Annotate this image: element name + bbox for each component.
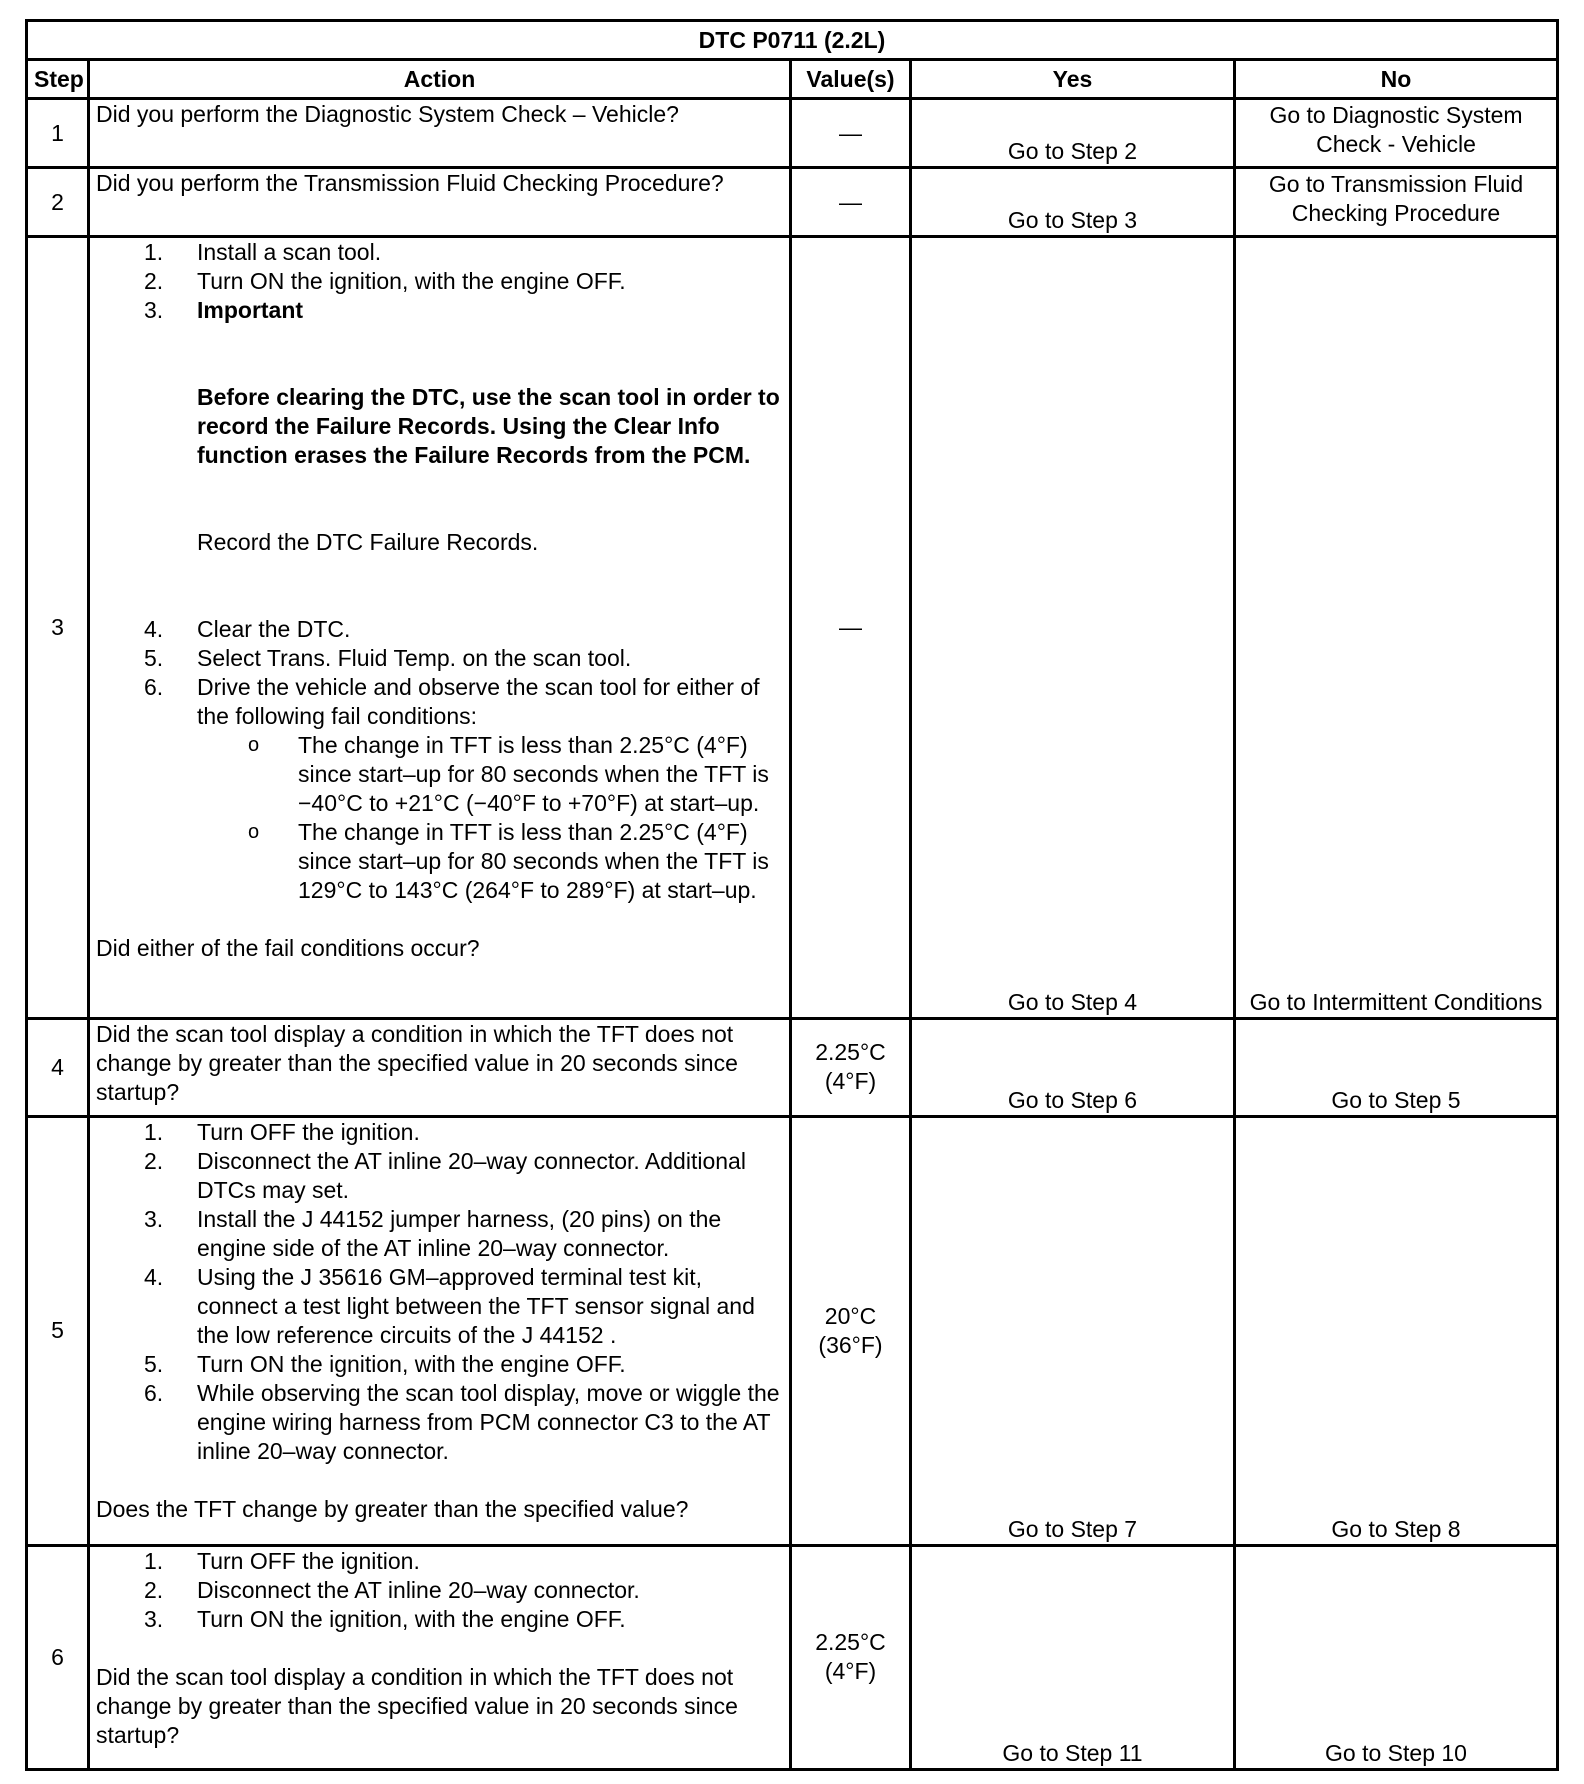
fail-condition: o The change in TFT is less than 2.25°C (4°F) since start–up for 80 seconds when the TFT is 129°C to 143°C (264°F to 289°F) at start–up. [248, 819, 769, 904]
step-number: 3 [27, 237, 89, 1018]
important-label: Important [197, 297, 304, 324]
action-cell [89, 1545, 791, 1769]
list-item: 4. Clear the DTC. [144, 616, 351, 643]
step-question: Does the TFT change by greater than the specified value? [96, 1495, 689, 1522]
list-item: 2. Turn ON the ignition, with the engine OFF. [144, 268, 626, 295]
no-cell: Go to Transmission Fluid Checking Procedure [1235, 168, 1558, 237]
yes-cell: Go to Step 4 [911, 237, 1235, 1018]
yes-cell: Go to Step 3 [911, 168, 1235, 237]
action-text: Did the scan tool display a condition in which the TFT does not change by greater than the specified value in 20 seconds since startup? [89, 1018, 791, 1116]
list-item: 2. Disconnect the AT inline 20–way connector. Additional DTCs may set. [144, 1147, 746, 1203]
fail-condition-list [197, 731, 783, 905]
header-action: Action [89, 60, 791, 99]
bullet-icon: o [248, 734, 260, 757]
action-text: Did you perform the Transmission Fluid Checking Procedure? [89, 168, 791, 237]
table-row-step-1 [27, 99, 1558, 168]
list-item: 6. While observing the scan tool display, move or wiggle the engine wiring harness from PCM connector C3 to the AT inline 20–way connector. [144, 1379, 780, 1464]
list-item: 1. Turn OFF the ignition. [144, 1547, 420, 1574]
fail-condition: o The change in TFT is less than 2.25°C (4°F) since start–up for 80 seconds when the TFT is −40°C to +21°C (−40°F to +70°F) at start–up. [248, 732, 769, 817]
step-number: 6 [27, 1545, 89, 1769]
list-item: 6. Drive the vehicle and observe the scan tool for either of the following fail conditions: o The change in TFT is less than 2.25°C (4°F) since start–up for 80 seconds when the TFT is −40°C to +21°C (−40°F to +70°F) at start–up. o The change in TFT is less than 2.25°C (4°F) since start–up for 80 seconds when the TFT is 129°C to 143°C (264°F to 289°F) at start–up. [96, 673, 783, 905]
yes-cell: Go to Step 7 [911, 1116, 1235, 1545]
header-yes: Yes [911, 60, 1235, 99]
action-cell [89, 237, 791, 1018]
step-question: Did either of the fail conditions occur? [96, 935, 480, 962]
value-cell: 2.25°C (4°F) [791, 1545, 911, 1769]
yes-cell: Go to Step 2 [911, 99, 1235, 168]
no-cell: Go to Step 5 [1235, 1018, 1558, 1116]
value-cell: — [791, 99, 911, 168]
no-cell: Go to Diagnostic System Check - Vehicle [1235, 99, 1558, 168]
list-item: 4. Using the J 35616 GM–approved terminal test kit, connect a test light between the TFT sensor signal and the low reference circuits of the J 44152 . [144, 1263, 755, 1348]
action-cell [89, 1116, 791, 1545]
table-row-step-3 [27, 237, 1558, 1018]
instruction-list [96, 238, 783, 905]
step-number: 2 [27, 168, 89, 237]
no-cell: Go to Step 8 [1235, 1116, 1558, 1545]
table-title: DTC P0711 (2.2L) [27, 21, 1558, 60]
list-item: 1. Turn OFF the ignition. [144, 1118, 420, 1145]
action-text: Did you perform the Diagnostic System Check – Vehicle? [89, 99, 791, 168]
yes-cell: Go to Step 6 [911, 1018, 1235, 1116]
yes-cell: Go to Step 11 [911, 1545, 1235, 1769]
list-item: 1. Install a scan tool. [144, 239, 382, 266]
list-item: 3. Turn ON the ignition, with the engine OFF. [144, 1605, 626, 1632]
header-no: No [1235, 60, 1558, 99]
header-values: Value(s) [791, 60, 911, 99]
step-number: 4 [27, 1018, 89, 1116]
table-row-step-6 [27, 1545, 1558, 1769]
step-number: 1 [27, 99, 89, 168]
bullet-icon: o [248, 821, 260, 844]
step-question: Did the scan tool display a condition in which the TFT does not change by greater than the specified value in 20 seconds since startup? [96, 1663, 738, 1748]
table-row-step-5 [27, 1116, 1558, 1545]
no-cell: Go to Intermittent Conditions [1235, 237, 1558, 1018]
value-cell: 20°C (36°F) [791, 1116, 911, 1545]
dtc-table [25, 19, 1559, 1771]
value-cell: — [791, 237, 911, 1018]
list-item: 3. Install the J 44152 jumper harness, (20 pins) on the engine side of the AT inline 20–way connector. [144, 1205, 722, 1261]
table-row-step-2 [27, 168, 1558, 237]
list-item: 5. Turn ON the ignition, with the engine OFF. [144, 1350, 626, 1377]
list-item: 2. Disconnect the AT inline 20–way connector. [144, 1576, 640, 1603]
value-cell: 2.25°C (4°F) [791, 1018, 911, 1116]
list-item: 3. Important Before clearing the DTC, use the scan tool in order to record the Failure Records. Using the Clear Info function erases the Failure Records from the PCM. Record the DTC Failure Records. [96, 296, 783, 615]
list-item: 5. Select Trans. Fluid Temp. on the scan tool. [144, 645, 632, 672]
value-cell: — [791, 168, 911, 237]
step-number: 5 [27, 1116, 89, 1545]
no-cell: Go to Step 10 [1235, 1545, 1558, 1769]
dtc-table-container [25, 19, 1556, 1771]
instruction-list [96, 1547, 783, 1634]
instruction-list [96, 1118, 783, 1466]
important-note: Before clearing the DTC, use the scan tool in order to record the Failure Records. Using the Clear Info function erases the Failure Records from the PCM. [197, 384, 780, 469]
record-instruction: Record the DTC Failure Records. [197, 529, 539, 556]
table-row-step-4 [27, 1018, 1558, 1116]
header-step: Step [27, 60, 89, 99]
